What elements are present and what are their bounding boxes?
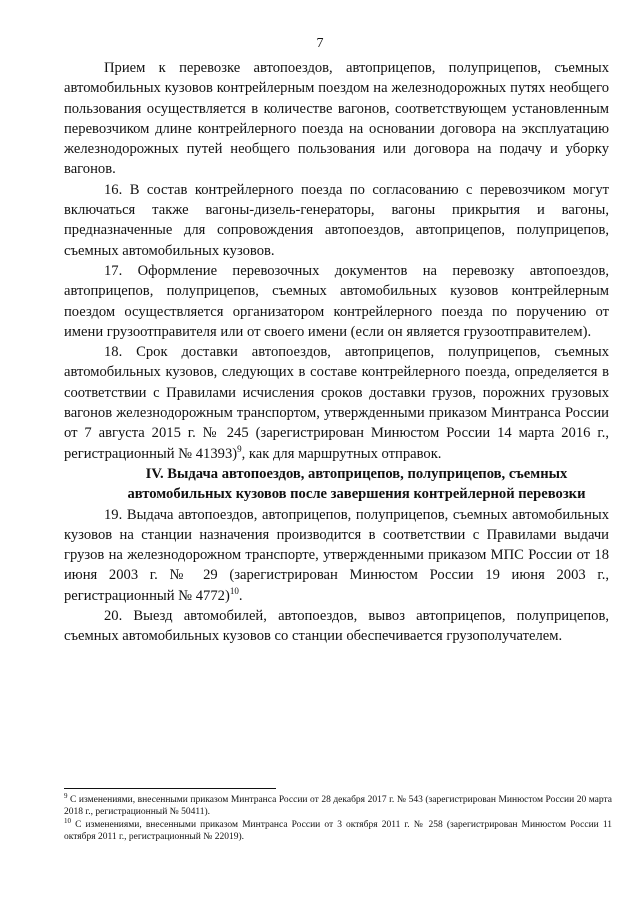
paragraph-18: 18. Срок доставки автопоездов, автоприцепов, полуприцепов, съемных автомобильных кузовов, следующих в составе контрейлерного поезда, определяется в соответствии с Правилами исчисления сроков доставки грузов, порожних грузовых вагонов железнодорожным транспортом, утвержденными приказом Минтранса России от 7 августа 2015 г. № 245 (зарегистрирован Минюстом России 14 марта 2016 г., регистрационный № 41393)$^9$, как для маршрутных отправок. bbox=[64, 344, 609, 462]
footnote-9: $^9$ С изменениями, внесенными приказом Минтранса России от 28 декабря 2017 г. № 543 (зарегистрирован Минюстом России 20 марта 2018 г., регистрационный № 50411). bbox=[64, 791, 612, 818]
paragraph-17: 17. Оформление перевозочных документов на перевозку автопоездов, автоприцепов, полуприцепов, съемных автомобильных кузовов контрейлерным поездом осуществляется организатором контрейлерного поезда по поручению от имени грузоотправителя или от своего имени (если он является грузоотправителем). bbox=[64, 262, 609, 340]
footnote-10: $^{10}$ С изменениями, внесенными приказом Минтранса России от 3 октября 2011 г. № 258 (зарегистрирован Минюстом России 11 октября 2011 г., регистрационный № 22019). bbox=[64, 816, 612, 843]
footnote-ref-9: 9 bbox=[237, 443, 242, 454]
page-number: 7 bbox=[316, 36, 324, 51]
section-heading bbox=[64, 464, 609, 505]
paragraph-16: 16. В состав контрейлерного поезда по согласованию с перевозчиком могут включаться также вагоны-дизель-генераторы, вагоны прикрытия и вагоны, предназначенные для сопровождения автопоездов, автоприцепов, полуприцепов, съемных автомобильных кузовов. bbox=[64, 181, 609, 259]
paragraph-intro: Прием к перевозке автопоездов, автоприцепов, полуприцепов, съемных автомобильных кузовов контрейлерным поездом на железнодорожных путях необщего пользования осуществляется в количестве вагонов, соответствующем установленным перевозчиком длине контрейлерного поезда на основании договора на эксплуатацию железнодорожных путей необщего пользования или договора на подачу и уборку вагонов. bbox=[64, 60, 609, 178]
document-body bbox=[64, 58, 609, 647]
paragraph-20: 20. Выезд автомобилей, автопоездов, вывоз автоприцепов, полуприцепов, съемных автомобильных кузовов со станции обеспечивается грузополучателем. bbox=[64, 608, 609, 645]
section-heading-line-1: IV. Выдача автопоездов, автоприцепов, полуприцепов, съемных bbox=[145, 465, 568, 482]
footnote-divider bbox=[64, 788, 276, 789]
footnote-ref-10: 10 bbox=[229, 585, 239, 596]
section-heading-line-2: автомобильных кузовов после завершения контрейлерной перевозки bbox=[127, 486, 586, 503]
footnotes bbox=[64, 788, 612, 844]
paragraph-19: 19. Выдача автопоездов, автоприцепов, полуприцепов, съемных автомобильных кузовов на станции назначения производится в соответствии с Правилами выдачи грузов на железнодорожном транспорте, утвержденными приказом МПС России от 18 июня 2003 г. № 29 (зарегистрирован Минюстом России 19 июня 2003 г., регистрационный № 4772)$^{10}$. bbox=[64, 506, 609, 604]
